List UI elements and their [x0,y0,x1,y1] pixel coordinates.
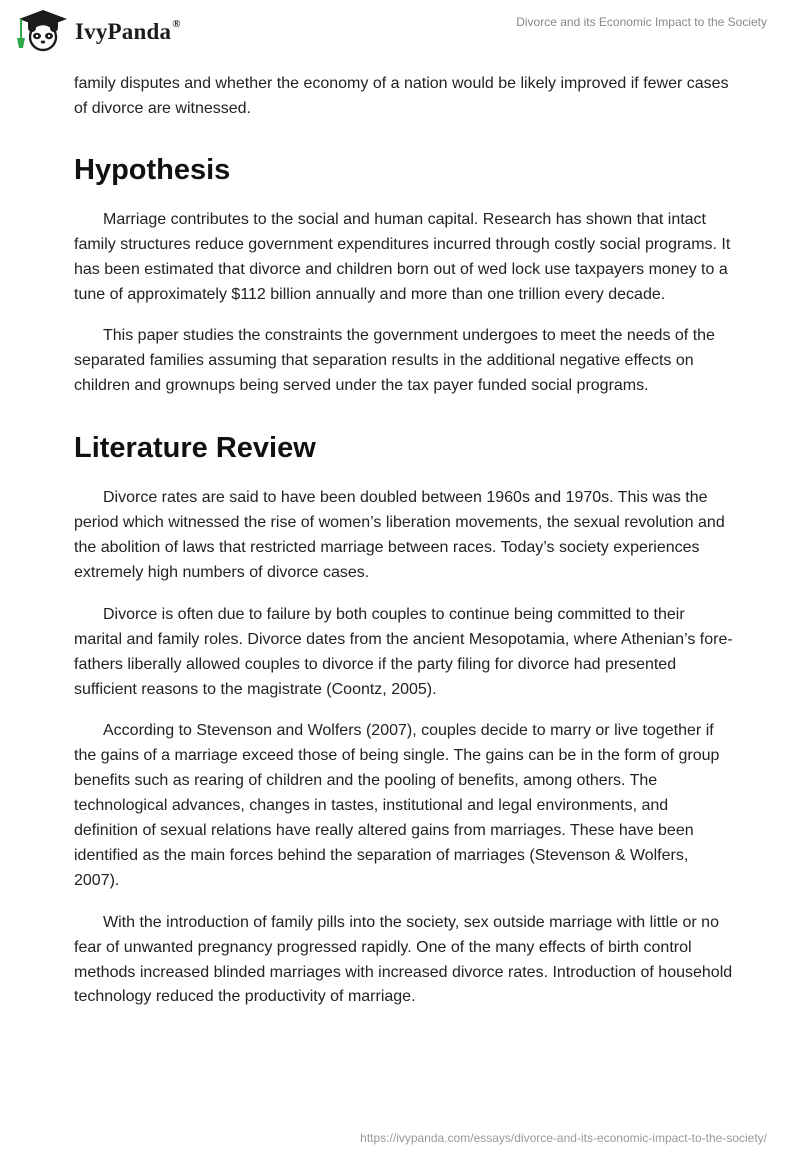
paragraph: Divorce is often due to failure by both couples to continue being committed to their marital and family roles. Divorce dates from the ancient Mesopotamia, where Athenian’s fore-fathers liberally allowed couples to divorce if the party filing for divorce had presented sufficient reasons to the magistrate (Coontz, 2005). [74,605,733,698]
section-heading-hypothesis: Hypothesis [74,153,231,186]
registered-mark: ® [172,18,181,31]
document-title: Divorce and its Economic Impact to the Society [516,15,767,29]
panda-graduate-logo-icon [15,8,71,52]
paragraph: With the introduction of family pills into the society, sex outside marriage with little or no fear of unwanted pregnancy progressed rapidly. One of the many effects of birth control methods increased blinded marriages with increased divorce rates. Introduction of household technology reduced the productivity of marriage. [74,913,733,1006]
paragraph: Divorce rates are said to have been doubled between 1960s and 1970s. This was the period which witnessed the rise of women’s liberation movements, the sexual revolution and the abolition of laws that restricted marriage between races. Today’s society experiences extremely high numbers of divorce cases. [74,489,725,581]
section-heading-literature-review: Literature Review [74,432,316,465]
essay-body [74,72,734,1010]
brand-logo[interactable] [15,8,181,52]
lead-paragraph: family disputes and whether the economy of a nation would be likely improved if fewer cases of divorce are witnessed. [74,75,729,117]
paragraph: Marriage contributes to the social and human capital. Research has shown that intact family structures reduce government expenditures incurred through costly social programs. It has been estimated that divorce and children born out of wed lock use taxpayers money to a tune of approximately $112 billion annually and more than one trillion every decade. [74,210,731,303]
brand-name-text: IvyPanda [75,19,172,44]
brand-name [75,19,181,45]
paragraph: According to Stevenson and Wolfers (2007), couples decide to marry or live together if the gains of a marriage exceed those of being single. The gains can be in the form of group benefits such as rearing of children and the pooling of benefits, among others. The technological advances, changes in tastes, institutional and legal environments, and definition of sexual relations have really altered gains from marriages. These have been identified as the main forces behind the separation of marriages (Stevenson & Wolfers, 2007). [74,722,720,889]
paragraph: This paper studies the constraints the government undergoes to meet the needs of the separated families assuming that separation results in the additional negative effects on children and grownups being served under the tax payer funded social programs. [74,327,715,395]
page-header [0,0,800,72]
source-url[interactable]: https://ivypanda.com/essays/divorce-and-its-economic-impact-to-the-society/ [360,1131,767,1145]
